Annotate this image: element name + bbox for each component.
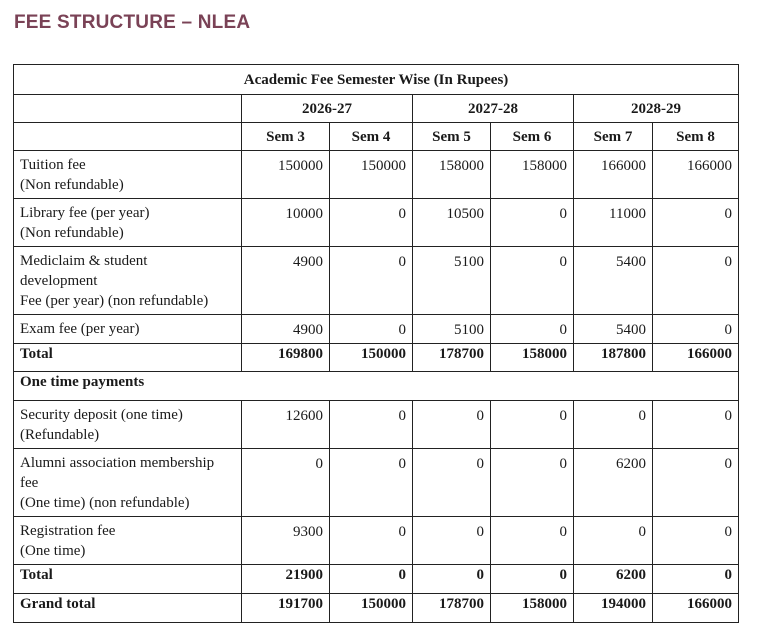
row-label — [14, 247, 242, 315]
table-row — [14, 401, 739, 449]
fee-cell: 166000 — [574, 151, 653, 199]
fee-cell: 150000 — [330, 151, 413, 199]
sem-header: Sem 6 — [491, 123, 574, 151]
total-cell: 150000 — [330, 344, 413, 372]
fee-cell: 0 — [491, 449, 574, 517]
fee-cell: 0 — [491, 247, 574, 315]
row-label-line: (Refundable) — [20, 427, 100, 443]
fee-cell: 5400 — [574, 315, 653, 344]
caption-row — [14, 65, 739, 95]
row-label-line: (Non refundable) — [20, 177, 124, 193]
fee-cell: 0 — [330, 199, 413, 247]
total-cell: 187800 — [574, 344, 653, 372]
total-cell: 166000 — [653, 344, 739, 372]
total-cell: 6200 — [574, 565, 653, 594]
row-label: Total — [14, 344, 242, 372]
table-row — [14, 247, 739, 315]
row-label-line: development — [20, 273, 98, 289]
table-row — [14, 315, 739, 344]
total-cell: 158000 — [491, 344, 574, 372]
section-heading: One time payments — [14, 372, 739, 401]
fee-cell: 0 — [491, 517, 574, 565]
section-heading-row — [14, 372, 739, 401]
fee-cell: 0 — [330, 401, 413, 449]
fee-cell: 0 — [491, 315, 574, 344]
fee-table — [13, 64, 739, 623]
total-cell: 21900 — [242, 565, 330, 594]
year-header-2027-28: 2027-28 — [413, 95, 574, 123]
table-row — [14, 517, 739, 565]
fee-cell: 9300 — [242, 517, 330, 565]
fee-cell: 0 — [653, 401, 739, 449]
grand-total-cell: 150000 — [330, 594, 413, 623]
fee-cell: 0 — [242, 449, 330, 517]
fee-cell: 12600 — [242, 401, 330, 449]
row-label — [14, 401, 242, 449]
sem-header: Sem 3 — [242, 123, 330, 151]
fee-cell: 0 — [330, 315, 413, 344]
fee-cell: 0 — [330, 449, 413, 517]
fee-cell: 10500 — [413, 199, 491, 247]
fee-cell: 0 — [491, 199, 574, 247]
fee-cell: 5100 — [413, 247, 491, 315]
total-cell: 178700 — [413, 344, 491, 372]
grand-total-cell: 178700 — [413, 594, 491, 623]
total-cell: 0 — [413, 565, 491, 594]
fee-cell: 0 — [574, 401, 653, 449]
total-cell: 0 — [653, 565, 739, 594]
fee-cell: 4900 — [242, 315, 330, 344]
fee-cell: 6200 — [574, 449, 653, 517]
row-label-line: Registration fee — [20, 523, 116, 539]
row-label: Grand total — [14, 594, 242, 623]
fee-cell: 0 — [653, 517, 739, 565]
fee-cell: 0 — [653, 449, 739, 517]
fee-cell: 4900 — [242, 247, 330, 315]
table-row — [14, 151, 739, 199]
row-label — [14, 517, 242, 565]
fee-cell: 0 — [653, 315, 739, 344]
row-label: Total — [14, 565, 242, 594]
row-label-line: Alumni association membership — [20, 455, 215, 471]
fee-cell: 166000 — [653, 151, 739, 199]
year-header-2026-27: 2026-27 — [242, 95, 413, 123]
total-row — [14, 565, 739, 594]
row-label-line: (Non refundable) — [20, 225, 124, 241]
table-row — [14, 449, 739, 517]
total-cell: 0 — [491, 565, 574, 594]
year-header-row — [14, 95, 739, 123]
row-label-line: (One time) (non refundable) — [20, 495, 190, 511]
row-label-line: Fee (per year) (non refundable) — [20, 293, 209, 309]
table-row — [14, 199, 739, 247]
semester-header-row — [14, 123, 739, 151]
row-label-line: fee — [20, 475, 39, 491]
sem-header: Sem 8 — [653, 123, 739, 151]
fee-cell: 0 — [330, 247, 413, 315]
sem-header: Sem 4 — [330, 123, 413, 151]
grand-total-cell: 166000 — [653, 594, 739, 623]
total-cell: 169800 — [242, 344, 330, 372]
fee-cell: 0 — [413, 401, 491, 449]
fee-cell: 0 — [330, 517, 413, 565]
fee-cell: 0 — [413, 517, 491, 565]
table-caption: Academic Fee Semester Wise (In Rupees) — [14, 65, 739, 95]
year-header-2028-29: 2028-29 — [574, 95, 739, 123]
row-label-line: Security deposit (one time) — [20, 407, 183, 423]
fee-cell: 158000 — [491, 151, 574, 199]
empty-corner-cell — [14, 95, 242, 123]
fee-cell: 0 — [574, 517, 653, 565]
fee-cell: 10000 — [242, 199, 330, 247]
sem-header: Sem 5 — [413, 123, 491, 151]
fee-cell: 0 — [653, 247, 739, 315]
fee-cell: 158000 — [413, 151, 491, 199]
fee-cell: 0 — [491, 401, 574, 449]
row-label-line: Library fee (per year) — [20, 205, 150, 221]
fee-cell: 0 — [413, 449, 491, 517]
row-label-line: Mediclaim & student — [20, 253, 148, 269]
sem-header: Sem 7 — [574, 123, 653, 151]
row-label — [14, 449, 242, 517]
empty-corner-cell — [14, 123, 242, 151]
fee-cell: 5100 — [413, 315, 491, 344]
grand-total-row — [14, 594, 739, 623]
fee-cell: 11000 — [574, 199, 653, 247]
row-label-line: Tuition fee — [20, 157, 86, 173]
row-label — [14, 151, 242, 199]
row-label-line: Exam fee (per year) — [20, 321, 140, 337]
fee-cell: 0 — [653, 199, 739, 247]
total-row — [14, 344, 739, 372]
grand-total-cell: 194000 — [574, 594, 653, 623]
row-label-line: (One time) — [20, 543, 86, 559]
fee-cell: 5400 — [574, 247, 653, 315]
grand-total-cell: 158000 — [491, 594, 574, 623]
grand-total-cell: 191700 — [242, 594, 330, 623]
fee-cell: 150000 — [242, 151, 330, 199]
page-title: FEE STRUCTURE – NLEA — [14, 12, 251, 33]
row-label — [14, 315, 242, 344]
row-label — [14, 199, 242, 247]
total-cell: 0 — [330, 565, 413, 594]
